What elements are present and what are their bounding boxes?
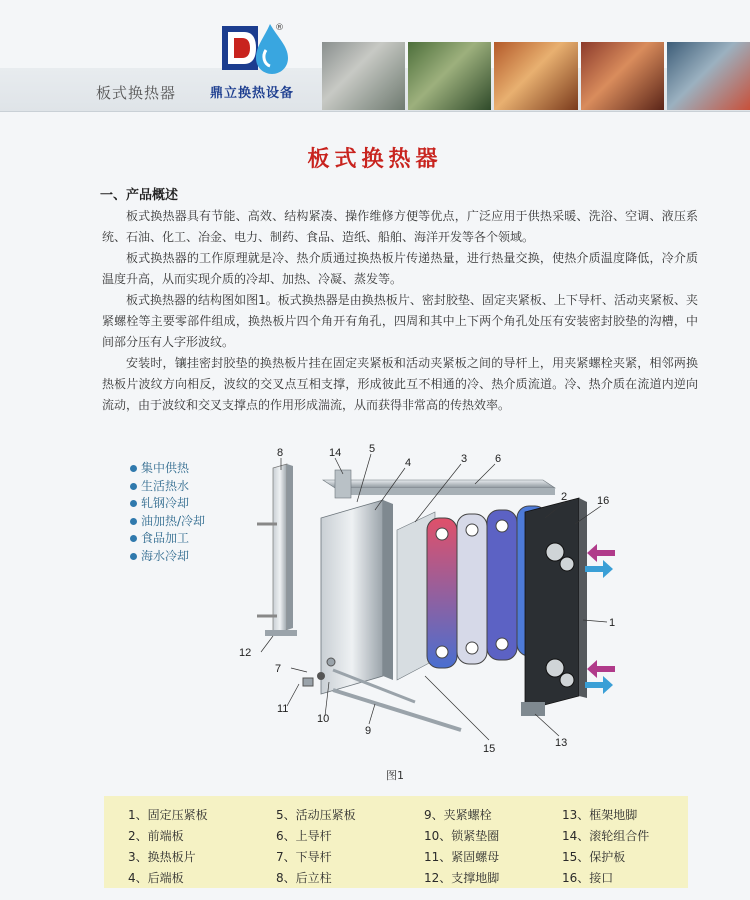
application-label: 轧钢冷却	[141, 496, 190, 510]
bullet-icon	[130, 535, 137, 542]
paragraph-3: 板式换热器的结构图如图1。板式换热器是由换热板片、密封胶垫、固定夹紧板、上下导杆、活动夹紧板、夹紧螺栓等主要零部件组成，换热板片四个角开有角孔，四周和其中上下两个角孔处压有安装密封胶垫的沟槽，中间部分压有人字形波纹。	[102, 293, 698, 349]
legend-item: 11、紧固螺母	[424, 850, 500, 864]
callout-7: 7	[275, 663, 282, 675]
page-header	[0, 0, 750, 112]
figure-caption: 图1	[386, 769, 404, 782]
factory-photo-1	[322, 42, 405, 110]
legend-item: 3、换热板片	[128, 850, 196, 864]
product-overview	[102, 206, 698, 416]
paragraph-4: 安装时，镶挂密封胶垫的换热板片挂在固定夹紧板和活动夹紧板之间的导杆上，用夹紧螺栓夹紧，相邻两换热板片波纹方向相反，波纹的交叉点互相支撑，形成彼此互不相通的冷、热介质流道。冷、热介质在流道内逆向流动，由于波纹和交叉支撑点的作用形成湍流，从而获得非常高的传热效率。	[102, 356, 698, 412]
legend-item: 6、上导杆	[276, 829, 332, 843]
list-item	[130, 495, 205, 513]
legend-item: 12、支撑地脚	[424, 871, 500, 885]
legend-item: 1、固定压紧板	[128, 808, 208, 822]
bullet-icon	[130, 518, 137, 525]
factory-photo-3	[494, 42, 577, 110]
callout-13: 13	[555, 737, 568, 749]
callout-12: 12	[239, 647, 252, 659]
legend-item: 9、夹紧螺栓	[424, 808, 492, 822]
heat-exchanger-diagram	[225, 440, 645, 760]
parts-legend	[104, 796, 688, 888]
paragraph-2: 板式换热器的工作原理就是冷、热介质通过换热板片传递热量，进行热量交换，使热介质温度降低，冷介质温度升高，从而实现介质的冷却、加热、冷凝、蒸发等。	[102, 251, 698, 286]
logo-text: 鼎立换热设备	[210, 86, 295, 101]
page-title: 板式换热器	[307, 147, 443, 172]
list-item	[130, 530, 205, 548]
fixed-plate	[521, 498, 587, 716]
bullet-icon	[130, 465, 137, 472]
callout-8: 8	[277, 447, 284, 459]
factory-photo-5	[667, 42, 750, 110]
rear-column	[265, 464, 297, 636]
registered-mark: ®	[275, 23, 284, 33]
section-heading: 一、产品概述	[100, 188, 179, 203]
bullet-icon	[130, 483, 137, 490]
plate-pack	[397, 506, 547, 680]
bullet-icon	[130, 500, 137, 507]
factory-photo-4	[581, 42, 664, 110]
bullet-icon	[130, 553, 137, 560]
legend-item: 15、保护板	[562, 850, 626, 864]
legend-item: 2、前端板	[128, 829, 184, 843]
callout-11: 11	[277, 703, 289, 715]
application-label: 海水冷却	[141, 548, 190, 563]
callout-10: 10	[317, 713, 330, 725]
callout-16: 16	[597, 495, 610, 507]
legend-item: 8、后立柱	[276, 871, 332, 885]
application-label: 集中供热	[141, 461, 190, 475]
callout-9: 9	[365, 725, 372, 737]
application-label: 油加热/冷却	[141, 513, 206, 528]
legend-item: 5、活动压紧板	[276, 808, 356, 822]
legend-item: 7、下导杆	[276, 850, 332, 864]
legend-item: 14、滚轮组合件	[562, 829, 650, 843]
photo-strip	[322, 42, 750, 110]
callout-3: 3	[461, 453, 468, 465]
application-label: 食品加工	[141, 531, 190, 545]
callout-2: 2	[561, 491, 568, 503]
callout-6: 6	[495, 453, 502, 465]
legend-item: 16、接口	[562, 871, 614, 885]
legend-item: 13、框架地脚	[562, 808, 638, 822]
callout-5: 5	[369, 443, 376, 455]
list-item	[130, 548, 205, 566]
list-item	[130, 478, 205, 496]
callout-4: 4	[405, 457, 412, 469]
factory-photo-2	[408, 42, 491, 110]
upper-guide-rail	[323, 470, 555, 498]
callout-14: 14	[329, 447, 342, 459]
legend-item: 10、锁紧垫圈	[424, 829, 500, 843]
section-label: 板式换热器	[96, 84, 177, 102]
applications-list	[130, 460, 205, 565]
legend-item: 4、后端板	[128, 871, 184, 885]
application-label: 生活热水	[141, 478, 190, 493]
callout-15: 15	[483, 743, 496, 755]
list-item	[130, 513, 205, 531]
list-item	[130, 460, 205, 478]
paragraph-1: 板式换热器具有节能、高效、结构紧凑、操作维修方便等优点，广泛应用于供热采暖、洗浴、空调、液压系统、石油、化工、冶金、电力、制药、食品、造纸、船舶、海洋开发等各个领域。	[102, 209, 698, 244]
callout-1: 1	[609, 617, 616, 629]
